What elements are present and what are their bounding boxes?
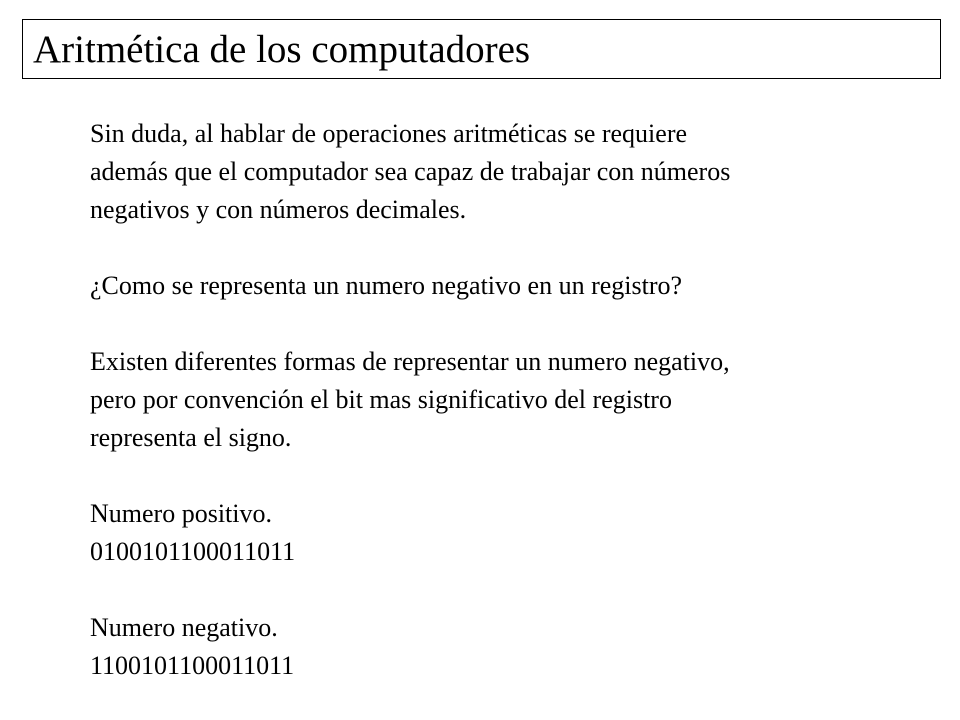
- slide-body: [90, 115, 920, 685]
- negative-binary: 1100101100011011: [90, 651, 295, 680]
- intro-line-2: además que el computador sea capaz de trabajar con números: [90, 157, 731, 186]
- positive-example: [90, 495, 920, 571]
- explanation-line-3: representa el signo.: [90, 423, 292, 452]
- explanation-paragraph: [90, 343, 920, 457]
- question-paragraph: [90, 267, 920, 305]
- spacer: [90, 305, 920, 343]
- negative-example: [90, 609, 920, 685]
- spacer: [90, 571, 920, 609]
- positive-label: Numero positivo.: [90, 499, 272, 528]
- positive-binary: 0100101100011011: [90, 537, 296, 566]
- intro-line-1: Sin duda, al hablar de operaciones aritméticas se requiere: [90, 119, 688, 148]
- intro-paragraph: [90, 115, 920, 229]
- question-line: ¿Como se representa un numero negativo en un registro?: [90, 271, 683, 300]
- spacer: [90, 229, 920, 267]
- slide-title-box: [22, 19, 941, 79]
- slide-title: Aritmética de los computadores: [33, 27, 531, 71]
- explanation-line-2: pero por convención el bit mas significativo del registro: [90, 385, 672, 414]
- spacer: [90, 457, 920, 495]
- explanation-line-1: Existen diferentes formas de representar un numero negativo,: [90, 347, 730, 376]
- negative-label: Numero negativo.: [90, 613, 278, 642]
- intro-line-3: negativos y con números decimales.: [90, 195, 467, 224]
